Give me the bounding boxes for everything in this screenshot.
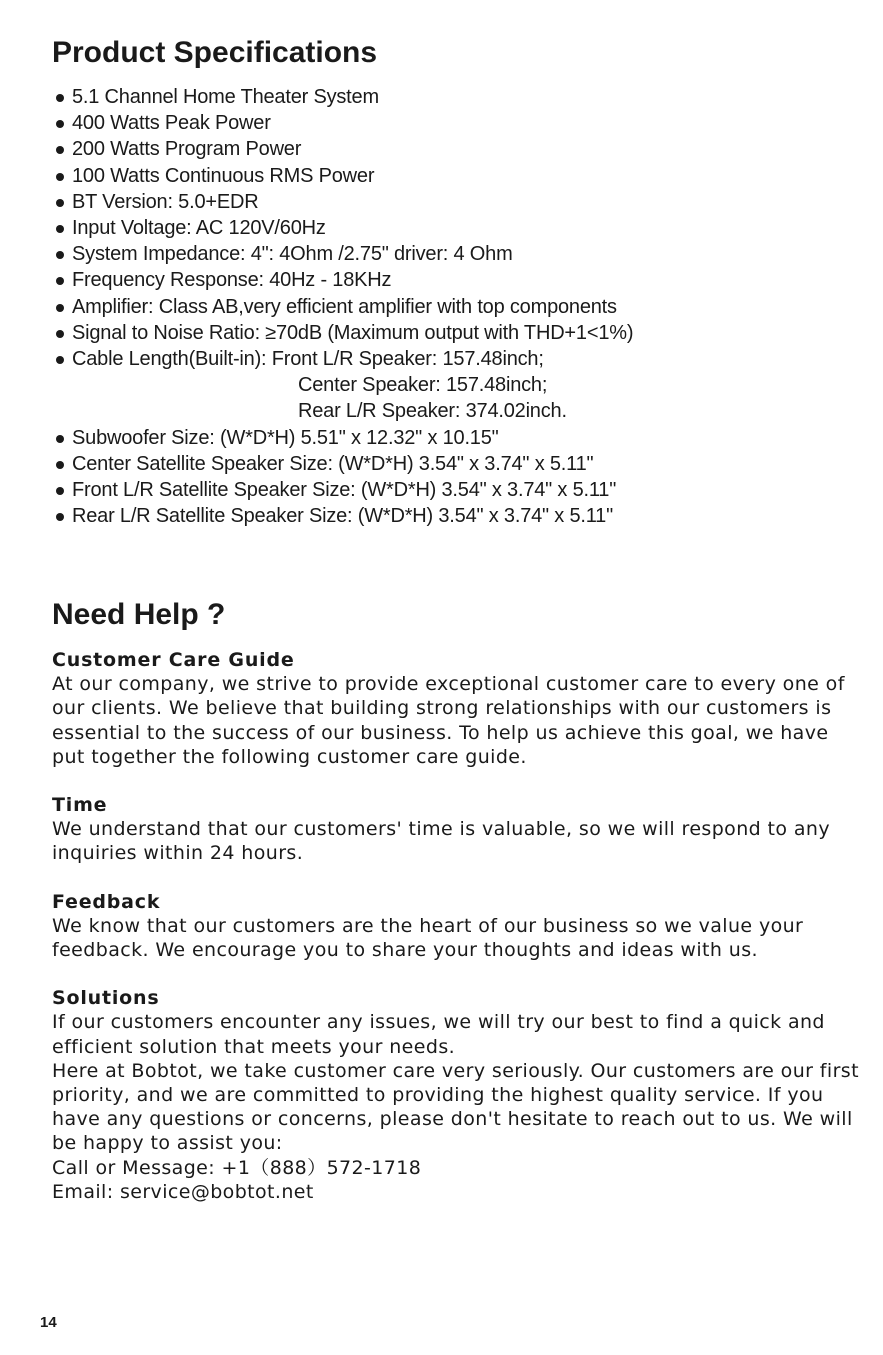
specifications-title: Product Specifications xyxy=(52,36,378,69)
bullet-icon xyxy=(56,94,64,102)
spec-item: Subwoofer Size: (W*D*H) 5.51" x 12.32" x 10.15" xyxy=(52,425,633,451)
bullet-icon xyxy=(56,461,64,469)
specifications-list xyxy=(52,84,633,529)
spec-item: BT Version: 5.0+EDR xyxy=(52,189,633,215)
solutions-text: If our customers encounter any issues, we will try our best to find a quick and efficient solution that meets your needs. xyxy=(52,1011,825,1058)
spec-item: Amplifier: Class AB,very efficient amplifier with top components xyxy=(52,294,633,320)
bullet-icon xyxy=(56,146,64,154)
time-text: We understand that our customers' time is valuable, so we will respond to any inquiries within 24 hours. xyxy=(52,818,830,865)
bullet-icon xyxy=(56,304,64,312)
spec-item: 5.1 Channel Home Theater System xyxy=(52,84,633,110)
spec-item-continuation: Center Speaker: 157.48inch; xyxy=(298,374,548,397)
spec-item: Rear L/R Satellite Speaker Size: (W*D*H) 3.54" x 3.74" x 5.11" xyxy=(52,503,633,529)
bullet-icon xyxy=(56,330,64,338)
solutions-block xyxy=(52,986,862,1204)
spec-item: System Impedance: 4": 4Ohm /2.75" driver: 4 Ohm xyxy=(52,241,633,267)
need-help-title: Need Help ? xyxy=(52,598,226,631)
spec-item: 400 Watts Peak Power xyxy=(52,110,633,136)
page-number: 14 xyxy=(40,1314,57,1331)
spec-item: Input Voltage: AC 120V/60Hz xyxy=(52,215,633,241)
spec-item: 100 Watts Continuous RMS Power xyxy=(52,163,633,189)
feedback-block xyxy=(52,890,862,963)
email-contact: Email: service@bobtot.net xyxy=(52,1180,314,1203)
solutions-heading: Solutions xyxy=(52,987,160,1010)
bullet-icon xyxy=(56,435,64,443)
bullet-icon xyxy=(56,251,64,259)
spec-item: Front L/R Satellite Speaker Size: (W*D*H) 3.54" x 3.74" x 5.11" xyxy=(52,477,633,503)
customer-care-guide-heading: Customer Care Guide xyxy=(52,649,295,671)
bullet-icon xyxy=(56,225,64,233)
bullet-icon xyxy=(56,173,64,181)
phone-contact: Call or Message: +1（888）572-1718 xyxy=(52,1156,422,1179)
time-block xyxy=(52,793,862,866)
spec-item: Signal to Noise Ratio: ≥70dB (Maximum output with THD+1<1%) xyxy=(52,320,633,346)
bullet-icon xyxy=(56,277,64,285)
time-heading: Time xyxy=(52,794,108,817)
bullet-icon xyxy=(56,356,64,364)
spec-item: Frequency Response: 40Hz - 18KHz xyxy=(52,267,633,293)
spec-item-continuation: Rear L/R Speaker: 374.02inch. xyxy=(298,400,567,423)
spec-item: Cable Length(Built-in): Front L/R Speaker: 157.48inch; xyxy=(52,346,633,372)
bullet-icon xyxy=(56,199,64,207)
bullet-icon xyxy=(56,120,64,128)
customer-care-guide-text: At our company, we strive to provide exceptional customer care to every one of our clients. We believe that building strong relationships with our customers is essential to the success of our business. To help us achieve this goal, we have put together the following customer care guide. xyxy=(52,673,845,768)
bullet-icon xyxy=(56,487,64,495)
feedback-heading: Feedback xyxy=(52,890,161,913)
help-section xyxy=(52,648,862,1204)
customer-care-guide-block xyxy=(52,648,862,769)
spec-item: Center Satellite Speaker Size: (W*D*H) 3.54" x 3.74" x 5.11" xyxy=(52,451,633,477)
bullet-icon xyxy=(56,513,64,521)
solutions-text: Here at Bobtot, we take customer care very seriously. Our customers are our first priority, and we are committed to providing the highest quality service. If you have any questions or concerns, please don't hesitate to reach out to us. We will be happy to assist you: xyxy=(52,1059,859,1155)
feedback-text: We know that our customers are the heart of our business so we value your feedback. We encourage you to share your thoughts and ideas with us. xyxy=(52,914,804,962)
spec-item: 200 Watts Program Power xyxy=(52,136,633,162)
